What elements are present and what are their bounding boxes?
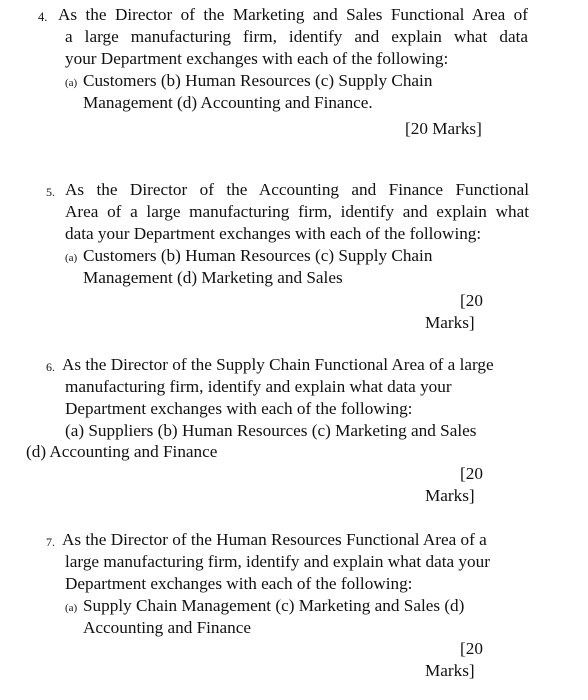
question-text-line: manufacturing firm, identify and explain what data your	[65, 377, 452, 396]
marks-label: [20 Marks]	[405, 119, 482, 138]
option-marker: (a)	[65, 602, 78, 614]
question-text-line: (d) Accounting and Finance	[26, 442, 218, 461]
marks-label: Marks]	[425, 313, 475, 332]
question-text-line: data your Department exchanges with each of the following:	[65, 224, 482, 243]
question-text-line: large manufacturing firm, identify and explain what data your	[65, 552, 490, 571]
option-marker: (a)	[65, 252, 78, 264]
question-text-line: As the Director of the Human Resources Functional Area of a	[62, 530, 487, 549]
question-text-line: Customers (b) Human Resources (c) Supply Chain	[83, 71, 433, 90]
question-number: 5.	[46, 185, 55, 199]
question-text-line: Accounting and Finance	[83, 618, 252, 637]
question-number: 7.	[46, 535, 55, 549]
question-text-line: As the Director of the Accounting and Finance Functional	[65, 180, 529, 199]
marks-label: Marks]	[425, 486, 475, 505]
question-text-line: As the Director of the Marketing and Sales Functional Area of	[58, 5, 528, 24]
marks-label: [20	[460, 291, 483, 310]
question-text-line: Management (d) Marketing and Sales	[83, 268, 343, 287]
question-text-line: (a) Suppliers (b) Human Resources (c) Marketing and Sales	[65, 421, 477, 440]
question-text-line: your Department exchanges with each of the following:	[65, 49, 449, 68]
question-text-line: a large manufacturing firm, identify and explain what data	[65, 27, 528, 46]
question-number: 6.	[46, 360, 55, 374]
question-text-line: Department exchanges with each of the following:	[65, 574, 413, 593]
question-text-line: Supply Chain Management (c) Marketing and Sales (d)	[83, 596, 465, 615]
question-number: 4.	[38, 10, 48, 24]
question-text-line: Department exchanges with each of the following:	[65, 399, 413, 418]
question-text-line: Management (d) Accounting and Finance.	[83, 93, 373, 112]
marks-label: Marks]	[425, 661, 475, 680]
marks-label: [20	[460, 639, 483, 658]
question-text-line: As the Director of the Supply Chain Functional Area of a large	[62, 355, 494, 374]
question-text-line: Area of a large manufacturing firm, identify and explain what	[65, 202, 529, 221]
option-marker: (a)	[65, 77, 78, 89]
marks-label: [20	[460, 464, 483, 483]
question-text-line: Customers (b) Human Resources (c) Supply Chain	[83, 246, 433, 265]
